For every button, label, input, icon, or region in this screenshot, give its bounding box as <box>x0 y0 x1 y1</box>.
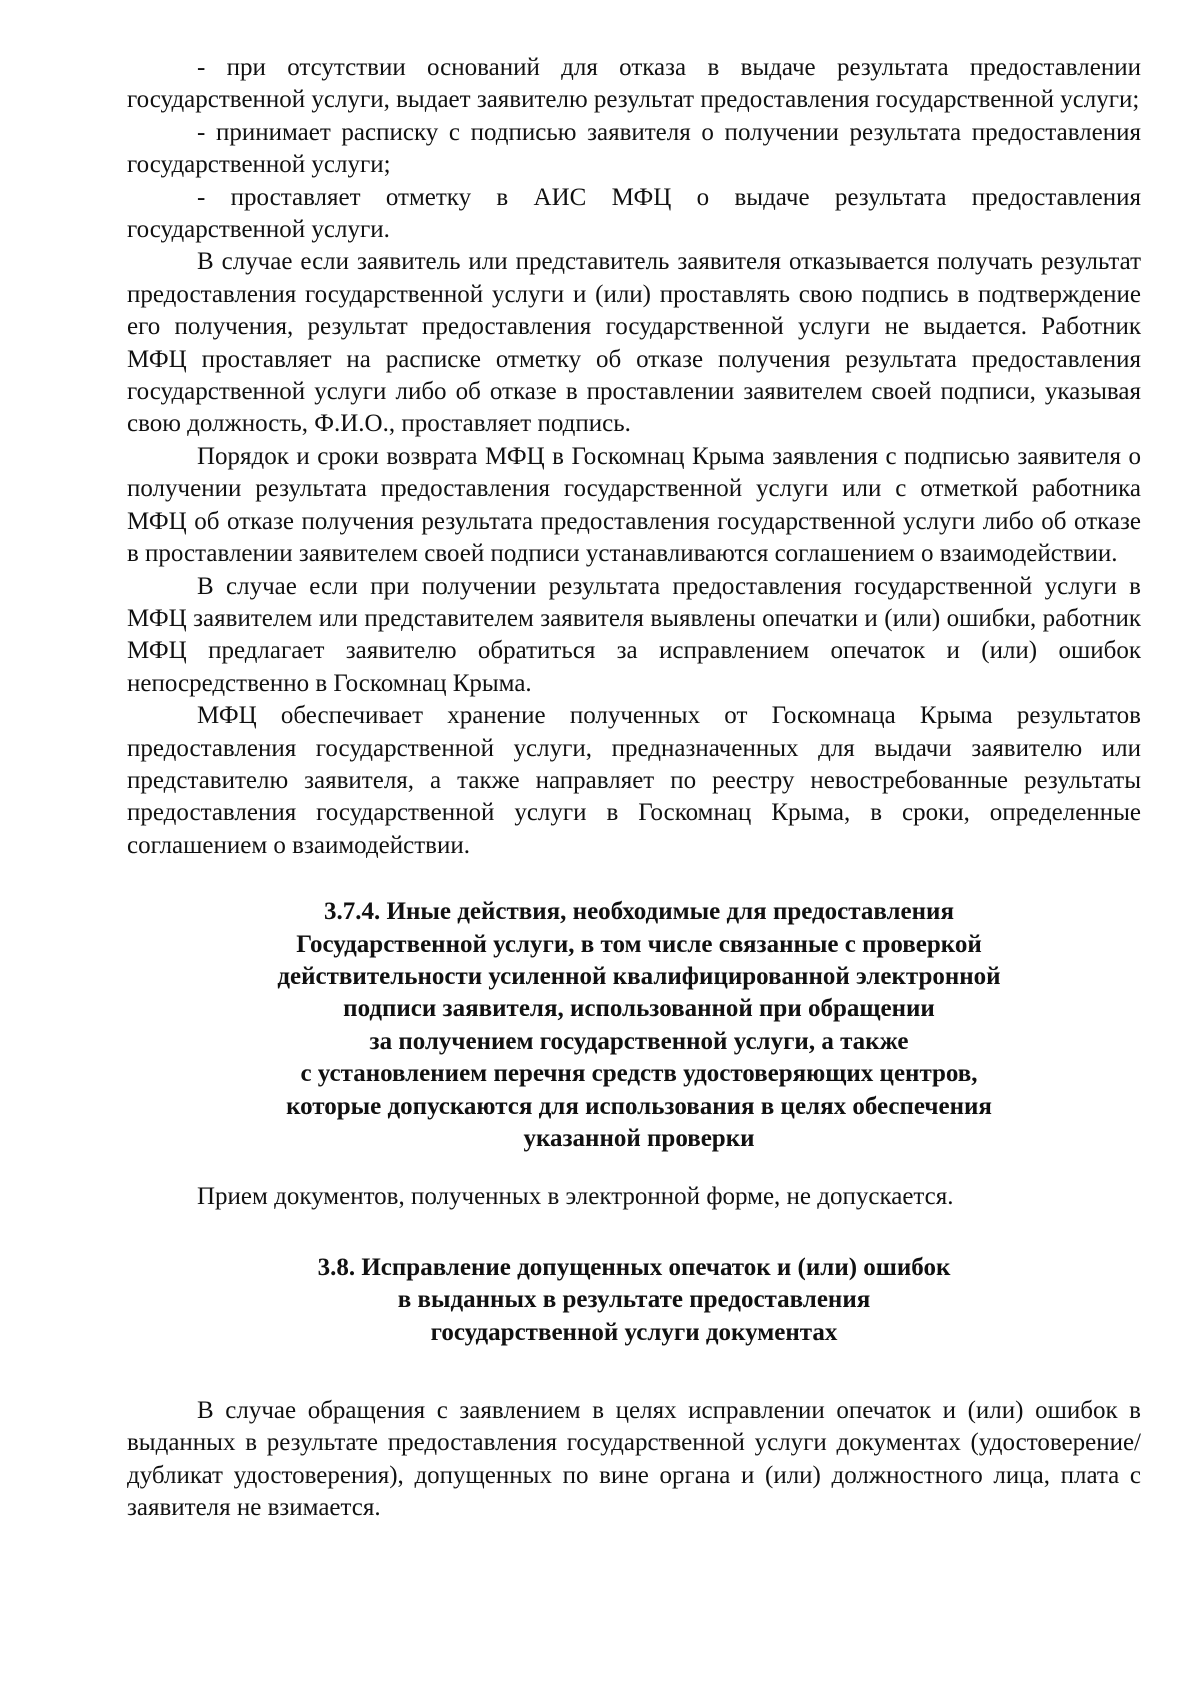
paragraph-correction-free: В случае обращения с заявлением в целях исправлении опечаток и (или) ошибок в выданных в результате предоставления государственной услуги документах (удостоверение/дубликат удостоверения), допущенных по вине органа и (или) должностного лица, плата с заявителя не взимается. <box>127 1397 1141 1522</box>
heading-line: 3.8. Исправление допущенных опечаток и (или) ошибок <box>317 1253 951 1281</box>
paragraph-electronic-not-accepted: Прием документов, полученных в электронной форме, не допускается. <box>197 1183 954 1211</box>
heading-line: действительности усиленной квалифицированной электронной <box>277 962 1001 990</box>
heading-line: которые допускаются для использования в целях обеспечения <box>286 1092 992 1120</box>
section-heading-3-8 <box>127 1252 1141 1349</box>
section-heading-3-7-4 <box>127 896 1141 1155</box>
heading-line: в выданных в результате предоставления <box>397 1286 871 1314</box>
paragraph-return-procedure: Порядок и сроки возврата МФЦ в Госкомнац Крыма заявления с подписью заявителя о получении результата предоставления государственной услуги или с отметкой работника МФЦ об отказе получения результата предоставления государственной услуги либо об отказе в проставлении заявителем своей подписи устанавливаются соглашением о взаимодействии. <box>127 442 1141 568</box>
heading-line: указанной проверки <box>523 1125 755 1152</box>
paragraph-typos: В случае если при получении результата предоставления государственной услуги в МФЦ заявителем или представителем заявителя выявлены опечатки и (или) ошибки, работник МФЦ предлагает заявителю обратиться за исправлением опечаток и (или) ошибок непосредственно в Госкомнац Крыма. <box>127 572 1141 697</box>
document-page <box>127 52 1141 1525</box>
heading-line: 3.7.4. Иные действия, необходимые для предоставления <box>324 898 954 926</box>
heading-line: подписи заявителя, использованной при обращении <box>343 995 935 1023</box>
heading-line: за получением государственной услуги, а также <box>369 1027 909 1055</box>
paragraph-issue-result: - при отсутствии оснований для отказа в выдаче результата предоставлении государственной услуги, выдает заявителю результат предоставления государственной услуги; <box>127 54 1141 114</box>
paragraph-accept-receipt: - принимает расписку с подписью заявителя о получении результата предоставления государственной услуги; <box>127 118 1141 179</box>
heading-line: с установлением перечня средств удостоверяющих центров, <box>300 1060 978 1088</box>
heading-line: государственной услуги документах <box>430 1318 838 1346</box>
paragraph-storage: МФЦ обеспечивает хранение полученных от Госкомнаца Крыма результатов предоставления государственной услуги, предназначенных для выдачи заявителю или представителю заявителя, а также направляет по реестру невостребованные результаты предоставления государственной услуги в Госкомнац Крыма, в сроки, определенные соглашением о взаимодействии. <box>127 702 1141 859</box>
heading-line: Государственной услуги, в том числе связанные с проверкой <box>296 930 982 958</box>
paragraph-refusal: В случае если заявитель или представитель заявителя отказывается получать результат предоставления государственной услуги и (или) проставлять свою подпись в подтверждение его получения, результат предоставления государственной услуги не выдается. Работник МФЦ проставляет на расписке отметку об отказе получения результата предоставления государственной услуги либо об отказе в проставлении заявителем своей подписи, указывая свою должность, Ф.И.О., проставляет подпись. <box>127 248 1141 438</box>
paragraph-mark-ais: - проставляет отметку в АИС МФЦ о выдаче результата предоставления государственной услуги. <box>127 183 1141 244</box>
